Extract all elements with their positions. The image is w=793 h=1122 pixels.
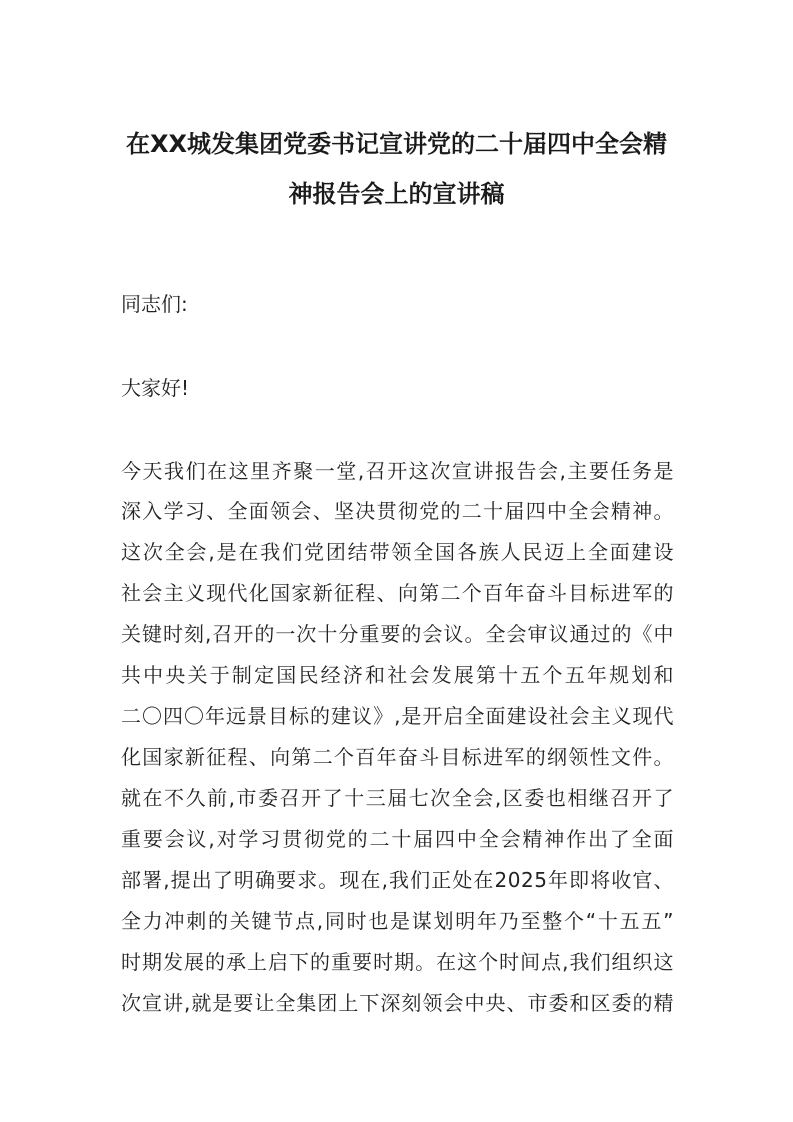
document-title-line-1: 在XX城发集团党委书记宣讲党的二十届四中全会精 — [125, 130, 667, 158]
body-line: 二〇四〇年远景目标的建议》,是开启全面建设社会主义现代 — [121, 704, 674, 728]
body-line: 关键时刻,召开的一次十分重要的会议。全会审议通过的《中 — [121, 622, 674, 646]
salutation: 同志们: — [121, 292, 188, 316]
body-line: 次宣讲,就是要让全集团上下深刻领会中央、市委和区委的精 — [121, 991, 674, 1015]
body-line: 今天我们在这里齐聚一堂,召开这次宣讲报告会,主要任务是 — [121, 459, 674, 483]
greeting: 大家好! — [121, 376, 190, 400]
body-line: 深入学习、全面领会、坚决贯彻党的二十届四中全会精神。 — [121, 499, 674, 523]
body-line: 全力冲刺的关键节点,同时也是谋划明年乃至整个“十五五” — [121, 909, 674, 933]
body-line: 化国家新征程、向第二个百年奋斗目标进军的纲领性文件。 — [121, 745, 674, 769]
body-line: 时期发展的承上启下的重要时期。在这个时间点,我们组织这 — [121, 950, 674, 974]
body-line: 社会主义现代化国家新征程、向第二个百年奋斗目标进军的 — [121, 581, 674, 605]
body-line: 共中央关于制定国民经济和社会发展第十五个五年规划和 — [121, 663, 674, 687]
document-title-line-2: 神报告会上的宣讲稿 — [288, 180, 505, 208]
body-line: 部署,提出了明确要求。现在,我们正处在2025年即将收官、 — [121, 868, 674, 892]
body-line: 这次全会,是在我们党团结带领全国各族人民迈上全面建设 — [121, 540, 674, 564]
body-line: 就在不久前,市委召开了十三届七次全会,区委也相继召开了 — [121, 786, 674, 810]
body-line: 重要会议,对学习贯彻党的二十届四中全会精神作出了全面 — [121, 827, 674, 851]
